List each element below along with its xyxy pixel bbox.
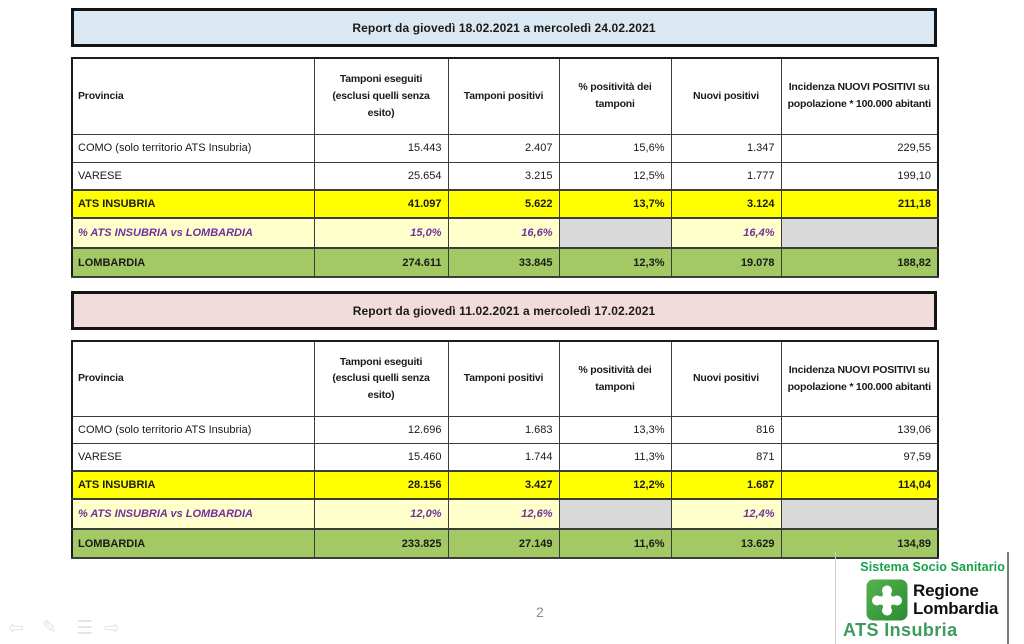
cell-value: 15,6% — [559, 134, 671, 162]
cell-value: 13,3% — [559, 416, 671, 443]
table-row-ats-insubria — [72, 471, 938, 499]
cell-value: 816 — [671, 416, 781, 443]
cell-value: 3.215 — [448, 162, 559, 190]
row-label: COMO (solo territorio ATS Insubria) — [72, 416, 314, 443]
cell-value: 114,04 — [781, 471, 938, 499]
row-label: ATS INSUBRIA — [72, 190, 314, 218]
col-header-tamponi-eseguiti: Tamponi eseguiti (esclusi quelli senza esito) — [314, 58, 448, 134]
cell-value: 139,06 — [781, 416, 938, 443]
cell-value: 16,6% — [448, 218, 559, 248]
cell-value: 2.407 — [448, 134, 559, 162]
cell-value: 13.629 — [671, 529, 781, 558]
row-label: ATS INSUBRIA — [72, 471, 314, 499]
table-row-lombardia — [72, 529, 938, 558]
table-row-ats-insubria — [72, 190, 938, 218]
cell-value: 16,4% — [671, 218, 781, 248]
cell-value: 28.156 — [314, 471, 448, 499]
cell-value: 12,6% — [448, 499, 559, 529]
col-header-pct-positivita: % positività dei tamponi — [559, 341, 671, 416]
cell-value: 274.611 — [314, 248, 448, 277]
cell-value: 5.622 — [448, 190, 559, 218]
cell-value: 211,18 — [781, 190, 938, 218]
cell-value: 1.347 — [671, 134, 781, 162]
cell-value: 1.683 — [448, 416, 559, 443]
cell-value: 229,55 — [781, 134, 938, 162]
table-row-como — [72, 134, 938, 162]
row-label: LOMBARDIA — [72, 529, 314, 558]
cell-value: 97,59 — [781, 443, 938, 471]
cell-value: 12,3% — [559, 248, 671, 277]
cell-value: 199,10 — [781, 162, 938, 190]
report-table-previous-week — [71, 340, 939, 559]
col-header-nuovi-positivi: Nuovi positivi — [671, 58, 781, 134]
row-label: COMO (solo territorio ATS Insubria) — [72, 134, 314, 162]
table-row-lombardia — [72, 248, 938, 277]
lombardia-line: Lombardia — [913, 599, 999, 619]
previous-slide-icon[interactable]: ⇦ — [8, 618, 24, 639]
col-header-tamponi-eseguiti: Tamponi eseguiti (esclusi quelli senza esito) — [314, 341, 448, 416]
cell-value: 3.124 — [671, 190, 781, 218]
col-header-incidenza: Incidenza NUOVI POSITIVI su popolazione * 100.000 abitanti — [781, 58, 938, 134]
cell-value: 19.078 — [671, 248, 781, 277]
cell-value: 1.777 — [671, 162, 781, 190]
cell-value: 33.845 — [448, 248, 559, 277]
cell-empty — [781, 218, 938, 248]
table-header-row — [72, 341, 938, 416]
cell-value: 12,4% — [671, 499, 781, 529]
col-header-tamponi-positivi: Tamponi positivi — [448, 341, 559, 416]
table-row-pct-vs-lombardia — [72, 499, 938, 529]
next-slide-icon[interactable]: ⇨ — [104, 618, 120, 639]
col-header-pct-positivita: % positività dei tamponi — [559, 58, 671, 134]
cell-empty — [781, 499, 938, 529]
row-label: LOMBARDIA — [72, 248, 314, 277]
regione-lombardia-wordmark — [913, 582, 998, 618]
report-title-text: Report da giovedì 18.02.2021 a mercoledì 24.02.2021 — [352, 20, 656, 35]
cell-value: 1.744 — [448, 443, 559, 471]
cell-value: 13,7% — [559, 190, 671, 218]
cell-value: 233.825 — [314, 529, 448, 558]
slide-page-number: 2 — [536, 604, 544, 620]
col-header-tamponi-positivi: Tamponi positivi — [448, 58, 559, 134]
cell-value: 3.427 — [448, 471, 559, 499]
cell-value: 12,2% — [559, 471, 671, 499]
cell-value: 11,6% — [559, 529, 671, 558]
slide-overview-icon[interactable]: ☰ — [76, 618, 94, 639]
cell-value: 12,0% — [314, 499, 448, 529]
cell-value: 1.687 — [671, 471, 781, 499]
cell-empty — [559, 218, 671, 248]
report-table-current-week — [71, 57, 939, 278]
row-label: % ATS INSUBRIA vs LOMBARDIA — [72, 218, 314, 248]
cell-value: 871 — [671, 443, 781, 471]
col-header-nuovi-positivi: Nuovi positivi — [671, 341, 781, 416]
row-label: VARESE — [72, 443, 314, 471]
row-label: VARESE — [72, 162, 314, 190]
regione-line: Regione — [913, 581, 979, 600]
pen-tool-icon[interactable]: ✎ — [42, 617, 58, 637]
cell-value: 25.654 — [314, 162, 448, 190]
footer-divider-left — [835, 552, 836, 644]
cell-value: 134,89 — [781, 529, 938, 558]
col-header-incidenza: Incidenza NUOVI POSITIVI su popolazione * 100.000 abitanti — [781, 341, 938, 416]
col-header-provincia: Provincia — [72, 58, 314, 134]
table-row-como — [72, 416, 938, 443]
table-header-row — [72, 58, 938, 134]
cell-value: 12,5% — [559, 162, 671, 190]
report-title-week-previous — [71, 291, 937, 330]
cell-value: 188,82 — [781, 248, 938, 277]
cell-value: 11,3% — [559, 443, 671, 471]
table-row-varese — [72, 162, 938, 190]
table-row-pct-vs-lombardia — [72, 218, 938, 248]
cell-value: 15.443 — [314, 134, 448, 162]
table-row-varese — [72, 443, 938, 471]
cell-value: 12.696 — [314, 416, 448, 443]
report-title-week-current — [71, 8, 937, 47]
row-label: % ATS INSUBRIA vs LOMBARDIA — [72, 499, 314, 529]
sistema-socio-sanitario-label: Sistema Socio Sanitario — [860, 560, 1005, 574]
col-header-provincia: Provincia — [72, 341, 314, 416]
cell-value: 41.097 — [314, 190, 448, 218]
cell-empty — [559, 499, 671, 529]
regione-lombardia-logo-icon — [866, 579, 908, 621]
cell-value: 15,0% — [314, 218, 448, 248]
cell-value: 15.460 — [314, 443, 448, 471]
report-title-text: Report da giovedì 11.02.2021 a mercoledì 17.02.2021 — [352, 303, 656, 318]
footer-divider-right — [1007, 552, 1009, 644]
ats-insubria-label: ATS Insubria — [843, 620, 958, 640]
cell-value: 27.149 — [448, 529, 559, 558]
